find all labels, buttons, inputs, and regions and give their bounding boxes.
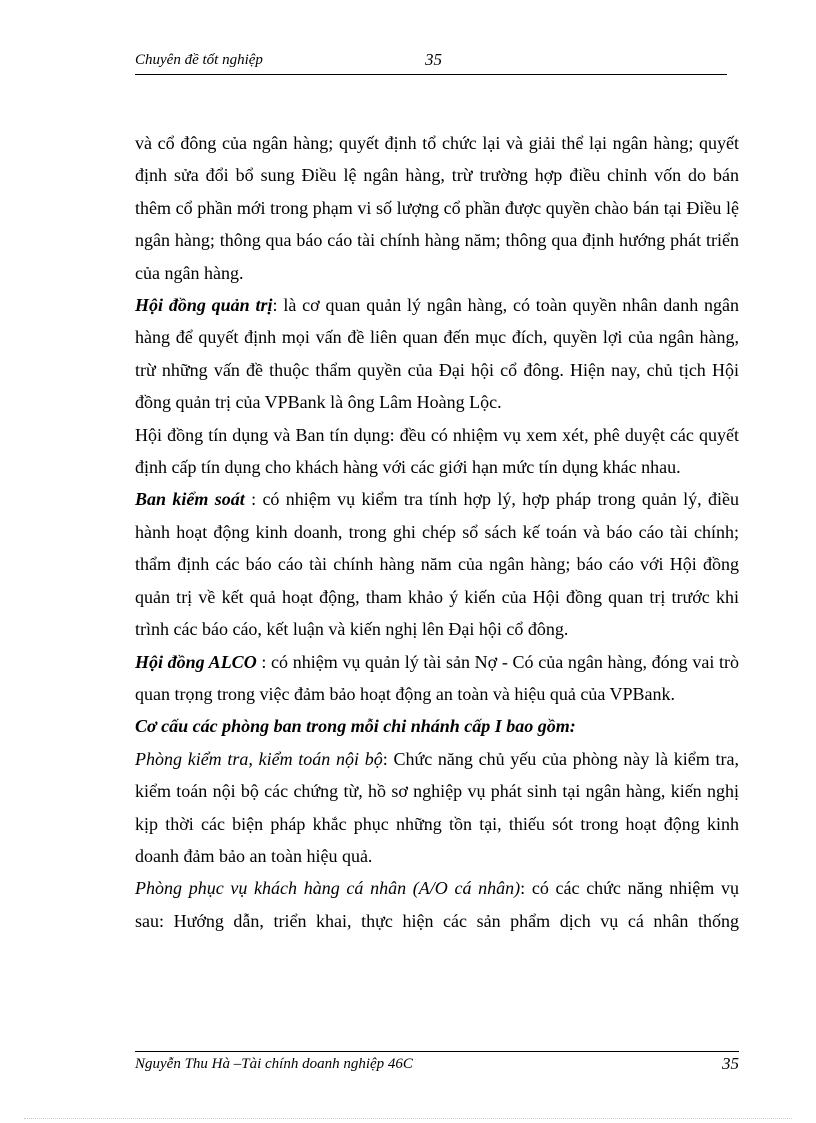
page-edge-divider xyxy=(24,1118,792,1119)
paragraph-supervisory-board xyxy=(135,483,739,645)
term-internal-audit: Phòng kiểm tra, kiểm toán nội bộ xyxy=(135,748,383,769)
paragraph-credit-council: Hội đồng tín dụng và Ban tín dụng: đều có nhiệm vụ xem xét, phê duyệt các quyết định cấp tín dụng cho khách hàng với các giới hạn mức tín dụng khác nhau. xyxy=(135,424,739,478)
paragraph-board-of-directors xyxy=(135,289,739,419)
text-supervisory-board: : có nhiệm vụ kiểm tra tính hợp lý, hợp pháp trong quản lý, điều hành hoạt động kinh doanh, trong ghi chép sổ sách kế toán và báo cáo tài chính; thẩm định các báo cáo tài chính hàng năm của ngân hàng; báo cáo với Hội đồng quản trị về kết quả hoạt động, tham khảo ý kiến của Hội đồng quan trị trước khi trình các báo cáo, kết luận và kiến nghị lên Đại hội cổ đông. xyxy=(135,489,740,640)
text-alco: : có nhiệm vụ quản lý tài sản Nợ - Có của ngân hàng, đóng vai trò quan trọng trong việc đảm bảo hoạt động an toàn và hiệu quả của VPBank. xyxy=(135,651,740,704)
term-alco: Hội đồng ALCO xyxy=(135,651,257,672)
term-board-of-directors: Hội đồng quản trị xyxy=(135,295,273,316)
section-heading-branch-structure: Cơ cấu các phòng ban trong mỗi chi nhánh cấp I bao gồm: xyxy=(135,716,576,737)
paragraph-alco xyxy=(135,646,739,711)
document-body xyxy=(135,127,739,937)
footer-page-number: 35 xyxy=(722,1054,739,1073)
footer-author: Nguyễn Thu Hà –Tài chính doanh nghiệp 46C xyxy=(135,1056,413,1072)
term-personal-customers: Phòng phục vụ khách hàng cá nhân (A/O cá nhân) xyxy=(135,878,521,899)
page-footer xyxy=(135,1051,739,1073)
paragraph-internal-audit xyxy=(135,743,739,873)
text-internal-audit: : Chức năng chủ yếu của phòng này là kiểm tra, kiểm toán nội bộ các chứng từ, hồ sơ nghiệp vụ phát sinh tại ngân hàng, kiến nghị kịp thời các biện pháp khắc phục những tồn tại, thiếu sót trong hoạt động kinh doanh đảm bảo an toàn hiệu quả. xyxy=(135,748,739,866)
text-personal-customers: : có các chức năng nhiệm vụ sau: Hướng dẫn, triển khai, thực hiện các sản phẩm dịch vụ cá nhân thống xyxy=(135,878,739,931)
paragraph-shareholders-continued: và cổ đông của ngân hàng; quyết định tổ chức lại và giải thể lại ngân hàng; quyết định sửa đổi bổ sung Điều lệ ngân hàng, trừ trường hợp điều chỉnh vốn do bán thêm cổ phần mới trong phạm vi số lượng cổ phần được quyền chào bán tại Điều lệ ngân hàng; thông qua báo cáo tài chính hàng năm; thông qua định hướng phát triển của ngân hàng. xyxy=(135,133,739,283)
paragraph-personal-customers xyxy=(135,872,739,937)
header-page-number: 35 xyxy=(425,50,442,69)
header-title: Chuyên đề tốt nghiệp xyxy=(135,52,263,68)
term-supervisory-board: Ban kiểm soát xyxy=(135,489,245,510)
text-board-of-directors: : là cơ quan quản lý ngân hàng, có toàn quyền nhân danh ngân hàng để quyết định mọi vấn đề liên quan đến mục đích, quyền lợi của ngân hàng, trừ những vấn đề thuộc thẩm quyền của Đại hội cổ đông. Hiện nay, chủ tịch Hội đồng quản trị của VPBank là ông Lâm Hoàng Lộc. xyxy=(135,295,739,413)
page-header xyxy=(135,48,727,75)
